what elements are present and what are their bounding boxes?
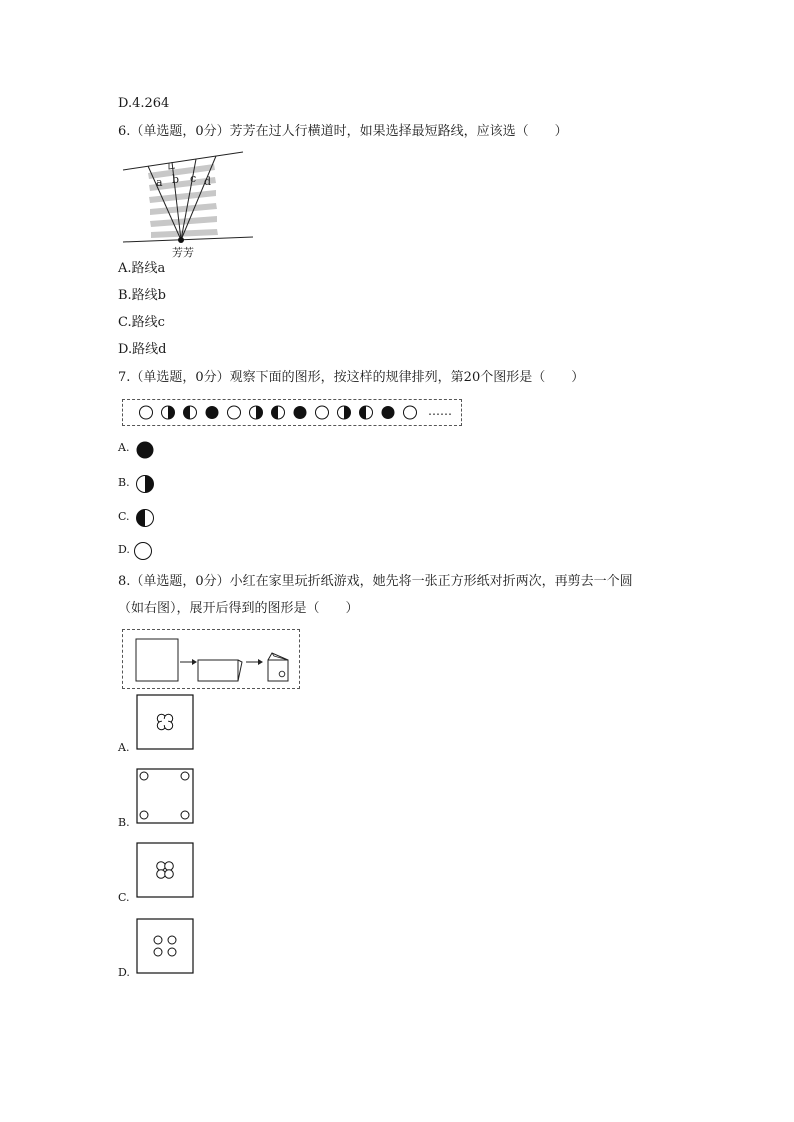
- q8-option-a-label[interactable]: A.: [118, 741, 130, 754]
- paper-square: [137, 919, 193, 973]
- empty-circle-icon: [228, 406, 241, 419]
- q8-option-d-figure[interactable]: [136, 918, 194, 974]
- hole-circle: [168, 936, 176, 944]
- q7-option-c-shape[interactable]: [135, 508, 155, 528]
- right-half-circle-icon: [162, 406, 175, 419]
- full-circle-icon: [382, 406, 395, 419]
- hole-circle: [165, 862, 174, 871]
- q6-option-d[interactable]: D.路线d: [118, 342, 167, 357]
- full-circle-icon: [206, 406, 219, 419]
- q7-option-a[interactable]: [118, 440, 129, 456]
- hole-circle: [157, 862, 166, 871]
- q7-option-a-label: A.: [118, 441, 130, 454]
- full-square-paper: [136, 639, 178, 681]
- q5-option-d: D.4.264: [118, 96, 170, 111]
- q6-stem: 6.（单选题，0分）芳芳在过人行横道时，如果选择最短路线，应该选（ ）: [118, 124, 568, 139]
- q7-option-c-label: C.: [118, 510, 130, 523]
- arrow-2-head: [258, 659, 263, 665]
- q7-option-b-label: B.: [118, 476, 130, 489]
- hole-circle: [181, 772, 189, 780]
- route-b-label: b: [172, 173, 180, 186]
- cut-circle: [279, 671, 285, 677]
- arrow-1-head: [192, 659, 197, 665]
- hole-circle: [154, 936, 162, 944]
- empty-circle-icon: [404, 406, 417, 419]
- q7-option-d-label: D.: [118, 543, 130, 556]
- left-half-circle-icon: [184, 406, 197, 419]
- empty-circle-icon: [135, 543, 152, 560]
- hole-circle: [154, 948, 162, 956]
- paper-square: [137, 843, 193, 897]
- right-half-circle-icon: [250, 406, 263, 419]
- empty-circle-icon: [316, 406, 329, 419]
- q6-option-c[interactable]: C.路线c: [118, 315, 165, 330]
- q7-option-d-shape[interactable]: [133, 541, 153, 561]
- road-top-edge: [123, 152, 243, 170]
- q6-option-a[interactable]: A.路线a: [118, 261, 166, 276]
- q7-option-a-shape[interactable]: [135, 440, 155, 460]
- q7-option-c[interactable]: [118, 509, 130, 525]
- person-label: 芳芳: [172, 246, 194, 259]
- hole-circle: [140, 811, 148, 819]
- q7-option-d[interactable]: [118, 542, 130, 558]
- route-c-label: c: [190, 172, 197, 185]
- folded-once-paper: [198, 660, 238, 681]
- empty-circle-icon: [140, 406, 153, 419]
- left-half-circle-icon: [272, 406, 285, 419]
- q8-option-c-label[interactable]: C.: [118, 891, 130, 904]
- full-circle-icon: [294, 406, 307, 419]
- left-half-circle-icon: [137, 510, 154, 527]
- right-half-circle-icon: [338, 406, 351, 419]
- q8-option-c-figure[interactable]: [136, 842, 194, 898]
- clover-center: [162, 719, 168, 725]
- q8-option-b-label[interactable]: B.: [118, 816, 130, 829]
- q7-option-b[interactable]: [118, 475, 130, 491]
- crosswalk-diagram: [118, 148, 258, 260]
- q8-folding-diagram: [122, 629, 300, 689]
- hole-circle: [168, 948, 176, 956]
- q7-option-b-shape[interactable]: [135, 474, 155, 494]
- q7-ellipsis: ……: [428, 404, 452, 418]
- q8-stem-line2: （如右图），展开后得到的图形是（ ）: [118, 601, 359, 616]
- route-a-label: a: [156, 176, 163, 189]
- hole-circle: [140, 772, 148, 780]
- full-circle-icon: [137, 442, 154, 459]
- folded-twice-paper: [268, 660, 288, 681]
- left-half-circle-icon: [360, 406, 373, 419]
- q8-option-a-figure[interactable]: [136, 694, 194, 750]
- route-d-label: d: [204, 175, 212, 188]
- hole-circle: [181, 811, 189, 819]
- hole-circle: [157, 870, 166, 879]
- q8-option-b-figure[interactable]: [136, 768, 194, 824]
- right-half-circle-icon: [137, 476, 154, 493]
- q8-stem-line1: 8.（单选题，0分）小红在家里玩折纸游戏，她先将一张正方形纸对折两次，再剪去一个圆: [118, 574, 633, 589]
- road-bottom-edge: [123, 237, 253, 242]
- q7-sequence: [122, 399, 462, 426]
- folded-once-edge: [238, 660, 242, 681]
- q8-option-d-label[interactable]: D.: [118, 966, 130, 979]
- q7-stem: 7.（单选题，0分）观察下面的图形，按这样的规律排列，第20个图形是（ ）: [118, 370, 585, 385]
- hole-circle: [165, 870, 174, 879]
- q6-option-b[interactable]: B.路线b: [118, 288, 167, 303]
- person-point: [178, 237, 184, 243]
